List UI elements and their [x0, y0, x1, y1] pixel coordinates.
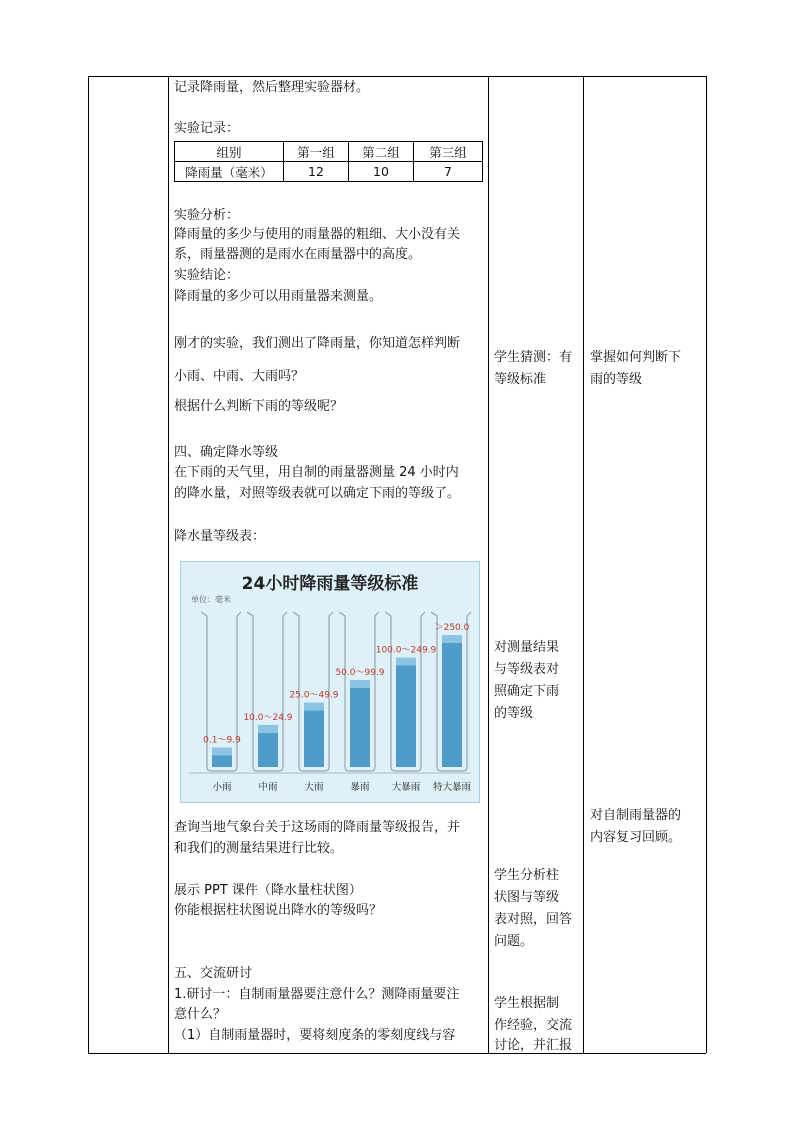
- category-label: 小雨: [212, 782, 232, 793]
- range-label: 25.0～49.9: [289, 690, 339, 701]
- table-cell: 7: [414, 162, 483, 182]
- table-cell: 12: [284, 162, 349, 182]
- category-label: 特大暴雨: [432, 782, 472, 793]
- experiment-record-table: [174, 141, 483, 182]
- table-cell: 第三组: [414, 142, 483, 162]
- bar: [304, 703, 324, 768]
- table-row: [175, 142, 483, 162]
- chart-svg: [181, 562, 479, 802]
- table-border-bottom: [88, 1053, 706, 1054]
- bar-top: [396, 658, 416, 666]
- student-activity: 状图与等级: [494, 890, 560, 905]
- tube-outline: [201, 612, 241, 771]
- table-label: 降水量等级表：: [174, 529, 266, 544]
- question-text: 根据什么判断下雨的等级呢？: [174, 399, 344, 414]
- design-intent: 掌握如何判断下: [590, 350, 682, 365]
- table-cell: 降雨量（毫米）: [175, 162, 284, 182]
- rainfall-grade-chart: [180, 561, 480, 803]
- question-text: 刚才的实验，我们测出了降雨量，你知道怎样判断: [174, 336, 461, 351]
- analysis-title: 实验分析：: [174, 208, 240, 223]
- section-title: 五、交流研讨: [174, 966, 253, 981]
- section-title: 四、确定降水等级: [174, 445, 279, 460]
- category-label: 大雨: [304, 782, 324, 793]
- bar-top: [304, 703, 324, 711]
- section-text: 在下雨的天气里，用自制的雨量器测量 24 小时内: [174, 465, 459, 480]
- bar: [396, 658, 416, 768]
- table-border-top: [88, 76, 706, 77]
- table-divider-3: [583, 76, 584, 1053]
- ppt-text: 展示 PPT 课件（降水量柱状图）: [174, 883, 362, 898]
- category-label: 大暴雨: [391, 782, 421, 793]
- design-intent: 内容复习回顾。: [590, 830, 682, 845]
- student-activity: 学生根据制: [494, 996, 560, 1011]
- student-activity: 对测量结果: [494, 640, 560, 655]
- student-activity: 作经验，交流: [494, 1018, 573, 1033]
- student-activity: 学生分析柱: [494, 868, 560, 883]
- section-text: 1.研讨一：自制雨量器要注意什么？测降雨量要注: [174, 987, 460, 1002]
- range-label: 0.1～9.9: [203, 735, 241, 746]
- design-intent: 对自制雨量器的: [590, 808, 682, 823]
- student-activity: 学生猜测：有: [494, 350, 573, 365]
- student-activity: 照确定下雨: [494, 684, 560, 699]
- bar-top: [212, 748, 232, 756]
- bar-top: [350, 680, 370, 688]
- student-activity: 与等级表对: [494, 662, 560, 677]
- student-activity: 的等级: [494, 706, 534, 721]
- bar-top: [442, 635, 462, 643]
- section-text: 意什么？: [174, 1007, 227, 1022]
- table-divider-2: [488, 76, 489, 1053]
- student-activity: 表对照，回答: [494, 912, 573, 927]
- section-text: 的降水量，对照等级表就可以确定下雨的等级了。: [174, 486, 461, 501]
- table-cell: 组别: [175, 142, 284, 162]
- analysis-text: 系，雨量器测的是雨水在雨量器中的高度。: [174, 247, 422, 262]
- category-label: 暴雨: [350, 782, 370, 793]
- question-text: 小雨、中雨、大雨吗？: [174, 369, 305, 384]
- record-title: 实验记录：: [174, 121, 240, 136]
- analysis-text: 降雨量的多少与使用的雨量器的粗细、大小没有关: [174, 227, 461, 242]
- range-label: 10.0～24.9: [243, 713, 293, 723]
- table-border-left: [88, 76, 89, 1053]
- range-label: 100.0～249.9: [375, 645, 437, 656]
- ppt-text: 你能根据柱状图说出降水的等级吗？: [174, 903, 383, 918]
- text-line: 记录降雨量，然后整理实验器材。: [174, 80, 370, 95]
- category-label: 中雨: [258, 782, 278, 793]
- section-text: （1）自制雨量器时，要将刻度条的零刻度线与容: [174, 1028, 456, 1043]
- student-activity: 问题。: [494, 934, 534, 949]
- table-cell: 10: [349, 162, 414, 182]
- table-border-right: [706, 76, 707, 1053]
- chart-title: 24小时降雨量等级标准: [241, 574, 419, 594]
- range-label: 50.0～99.9: [335, 668, 385, 678]
- bar: [350, 680, 370, 767]
- table-cell: 第一组: [284, 142, 349, 162]
- bar: [442, 635, 462, 767]
- query-text: 和我们的测量结果进行比较。: [174, 841, 344, 856]
- conclusion-text: 降雨量的多少可以用雨量器来测量。: [174, 289, 383, 304]
- design-intent: 雨的等级: [590, 372, 643, 387]
- table-divider-1: [168, 76, 169, 1053]
- query-text: 查询当地气象台关于这场雨的降雨量等级报告，并: [174, 820, 461, 835]
- table-cell: 第二组: [349, 142, 414, 162]
- table-row: [175, 162, 483, 182]
- bar-top: [258, 725, 278, 733]
- student-activity: 等级标准: [494, 372, 547, 387]
- student-activity: 讨论，并汇报: [494, 1038, 573, 1053]
- range-label: ＞250.0: [434, 623, 470, 633]
- conclusion-title: 实验结论：: [174, 268, 240, 283]
- chart-unit-label: 单位：毫米: [191, 595, 231, 604]
